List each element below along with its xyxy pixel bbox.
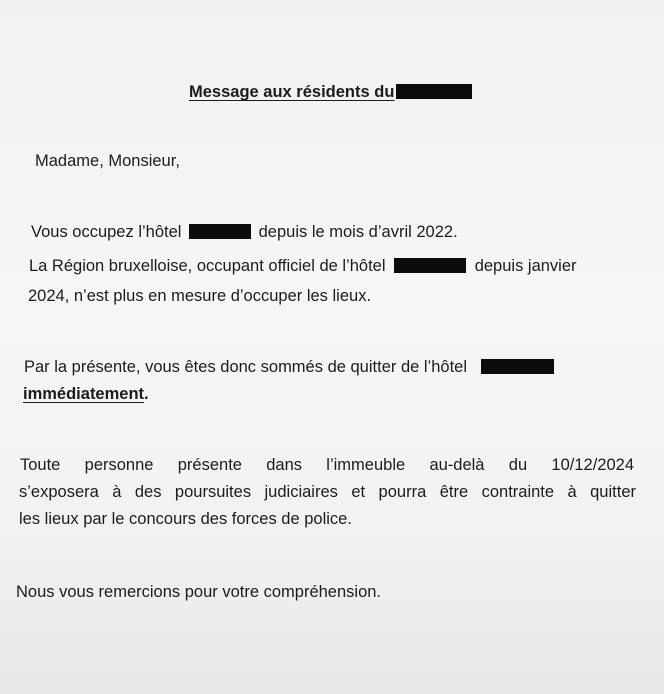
paragraph-4-line-1: Toute personne présente dans l’immeuble au-delà du 10/12/2024: [20, 456, 634, 474]
redacted-block: [189, 224, 251, 239]
paragraph-2-line-2: 2024, n’est plus en mesure d’occuper les lieux.: [28, 287, 372, 305]
paragraph-3-line-1: [24, 357, 554, 377]
p1-text-after: depuis le mois d’avril 2022.: [258, 223, 458, 241]
redacted-block: [481, 359, 554, 374]
paragraph-2-line-1: [29, 256, 577, 276]
paragraph-4-line-3: les lieux par le concours des forces de police.: [19, 510, 352, 528]
p1-text-before: Vous occupez l’hôtel: [31, 223, 182, 241]
letter-title: [189, 82, 472, 102]
paragraph-4-line-2: s’exposera à des poursuites judiciaires et pourra être contrainte à quitter: [19, 483, 636, 501]
p2-text-after: depuis janvier: [474, 257, 577, 275]
title-text: Message aux résidents du: [189, 83, 395, 101]
p2-text-before: La Région bruxelloise, occupant officiel de l’hôtel: [29, 257, 386, 275]
redacted-block: [394, 258, 466, 273]
period: .: [144, 385, 149, 403]
redacted-block: [396, 84, 472, 99]
closing-line: Nous vous remercions pour votre compréhension.: [16, 583, 382, 601]
paragraph-3-line-2: [23, 384, 149, 404]
emphasis-immediately: immédiatement: [23, 385, 145, 403]
salutation: Madame, Monsieur,: [35, 152, 180, 170]
paragraph-1: [31, 222, 458, 242]
p3-text: Par la présente, vous êtes donc sommés de quitter de l’hôtel: [24, 358, 467, 376]
